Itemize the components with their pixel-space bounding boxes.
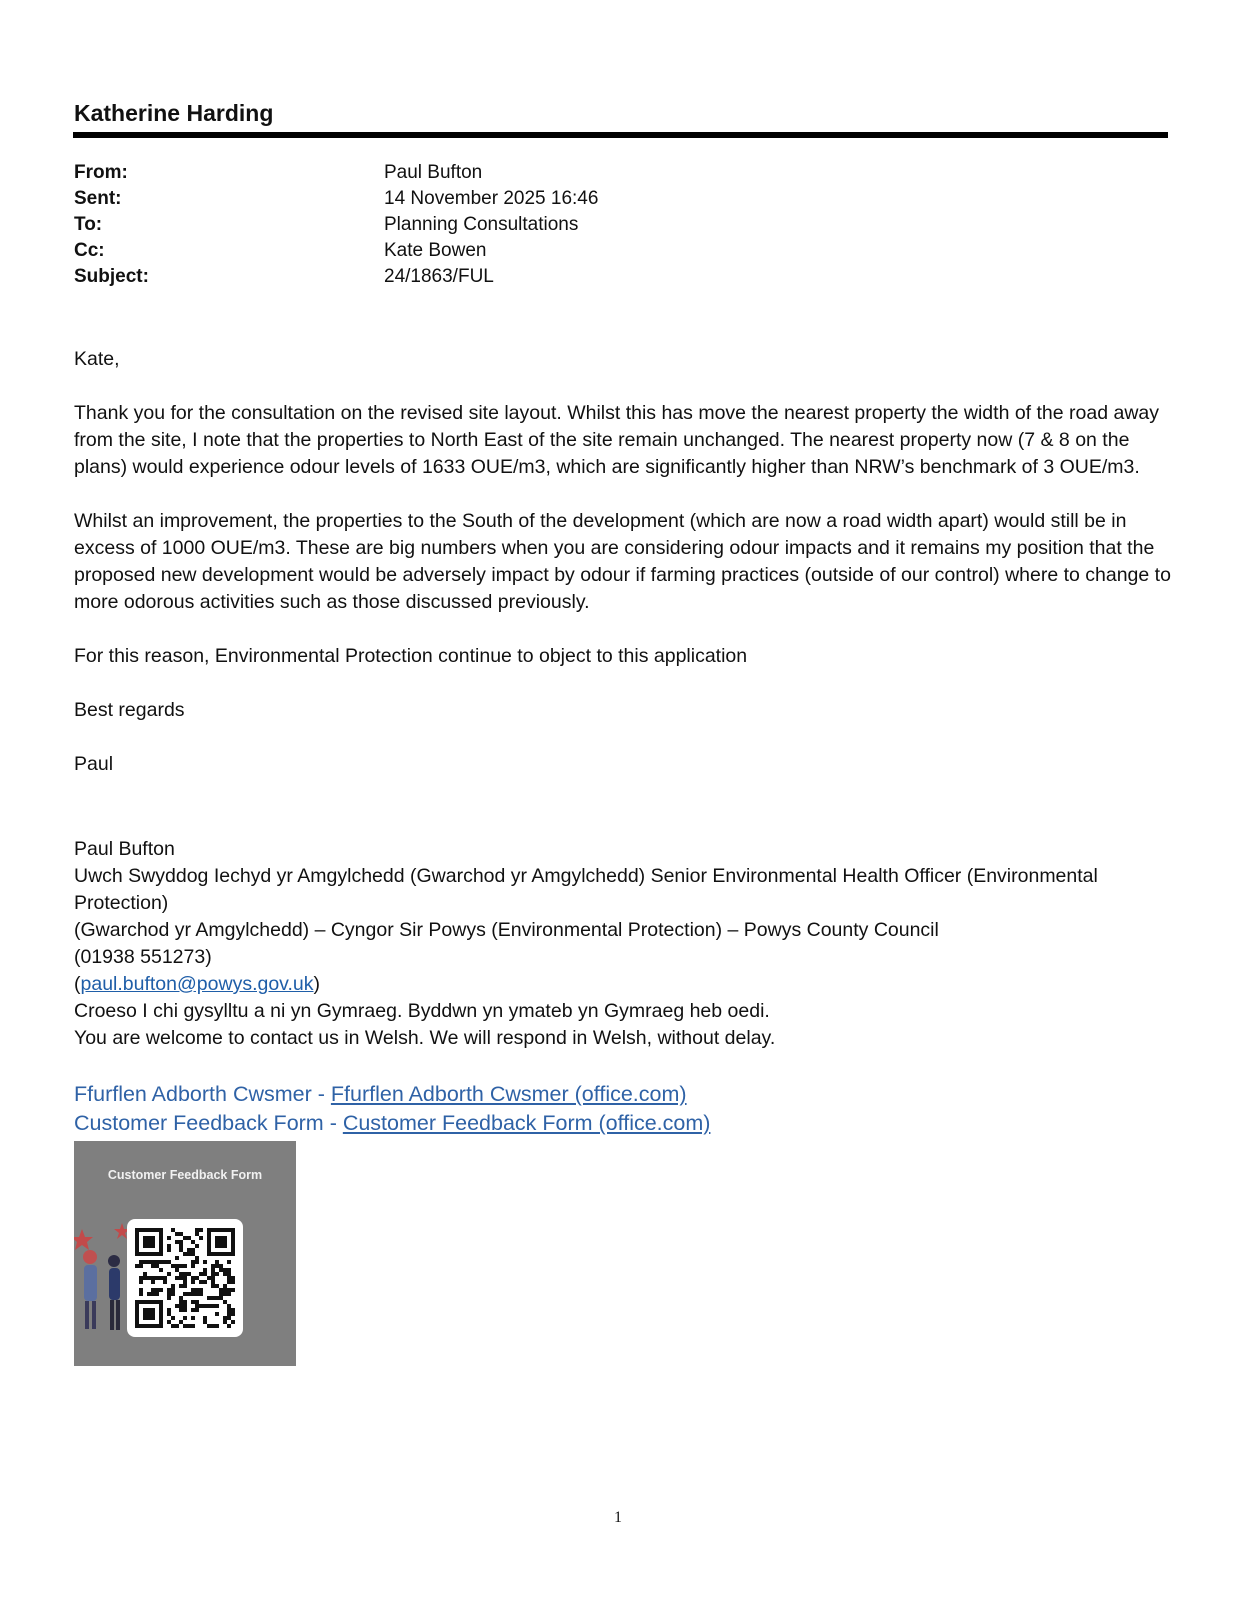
signature-phone: (01938 551273) — [74, 946, 212, 968]
email-close-paren: ) — [313, 973, 320, 995]
body-paragraph: Whilst an improvement, the properties to the South of the development (which are now a road width apart) would still be in excess of 1000 OUE/m3. These are big numbers when you are considering odour impacts and it remains my position that the proposed new development would be adversely impact by odour if farming practices (outside of our control) where to change to more odorous activities such as those discussed previously. — [74, 510, 1171, 613]
qr-code-icon — [135, 1227, 235, 1329]
qr-code-card[interactable] — [127, 1219, 243, 1337]
feedback-image-title: Customer Feedback Form — [107, 1168, 263, 1182]
cc-value: Kate Bowen — [384, 240, 487, 261]
feedback-links — [74, 1080, 710, 1138]
signature-department: (Gwarchod yr Amgylchedd) – Cyngor Sir Powys (Environmental Protection) – Powys County Council — [74, 919, 939, 941]
from-value: Paul Bufton — [384, 162, 483, 183]
feedback-form-image[interactable] — [74, 1141, 296, 1366]
english-language-note: You are welcome to contact us in Welsh. We will respond in Welsh, without delay. — [74, 1027, 776, 1049]
signature-email-link[interactable]: paul.bufton@powys.gov.uk — [80, 973, 314, 995]
page-number: 1 — [614, 1509, 622, 1526]
sent-label: Sent: — [74, 188, 122, 209]
email-open-paren: ( — [74, 973, 81, 995]
sent-value: 14 November 2025 16:46 — [384, 188, 599, 209]
body-paragraph: For this reason, Environmental Protection continue to object to this application — [74, 645, 748, 667]
welsh-feedback-link[interactable]: Ffurflen Adborth Cwsmer (office.com) — [330, 1082, 687, 1106]
cc-label: Cc: — [74, 240, 105, 261]
email-body — [74, 346, 1174, 805]
from-label: From: — [74, 162, 128, 183]
english-feedback-link[interactable]: Customer Feedback Form (office.com) — [342, 1111, 711, 1135]
closing: Best regards — [74, 699, 185, 721]
signature-title: Uwch Swyddog Iechyd yr Amgylchedd (Gwarchod yr Amgylchedd) Senior Environmental Health Officer (Environmental Protection) — [74, 865, 1098, 914]
signature-name: Paul Bufton — [74, 838, 175, 860]
subject-value: 24/1863/FUL — [384, 266, 494, 287]
to-label: To: — [74, 214, 103, 235]
signature-email-line — [74, 971, 1174, 998]
to-value: Planning Consultations — [384, 214, 579, 235]
english-feedback-row — [74, 1109, 710, 1138]
welsh-language-note: Croeso I chi gysylltu a ni yn Gymraeg. Byddwn yn ymateb yn Gymraeg heb oedi. — [74, 1000, 770, 1022]
welsh-feedback-row — [74, 1080, 710, 1109]
header-divider — [73, 132, 1168, 138]
english-feedback-label: Customer Feedback Form - — [74, 1111, 343, 1135]
mailbox-owner-name: Katherine Harding — [74, 100, 274, 126]
body-paragraph: Thank you for the consultation on the revised site layout. Whilst this has move the nearest property the width of the road away from the site, I note that the properties to North East of the site remain unchanged. The nearest property now (7 & 8 on the plans) would experience odour levels of 1633 OUE/m3, which are significantly higher than NRW’s benchmark of 3 OUE/m3. — [74, 402, 1160, 478]
welsh-feedback-label: Ffurflen Adborth Cwsmer - — [74, 1082, 331, 1106]
subject-label: Subject: — [74, 266, 149, 287]
signoff: Paul — [74, 753, 114, 775]
email-signature — [74, 836, 1174, 1052]
greeting: Kate, — [74, 348, 120, 370]
